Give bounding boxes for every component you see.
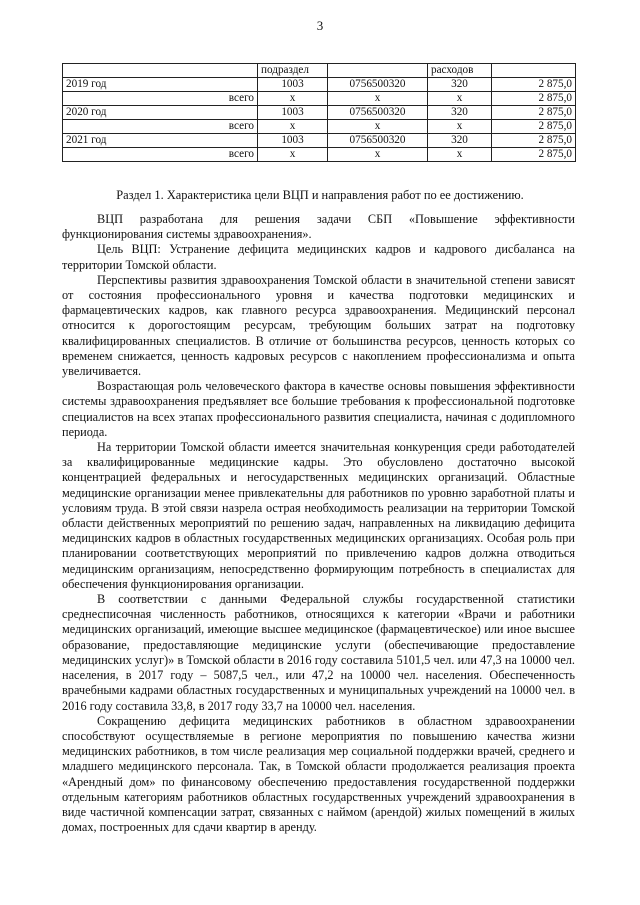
table-row: [63, 92, 576, 106]
table-cell: х: [258, 148, 328, 162]
table-cell: [492, 64, 576, 78]
table-row: [63, 106, 576, 120]
paragraph: Сокращению дефицита медицинских работников в областном здравоохранении способствуют осуществляемые в регионе мероприятия по повышению качества жизни медицинских работников, в том числе реализация мер социальной поддержки врачей, среднего и младшего медицинского персонала. Так, в Томской области продолжается реализация проекта «Арендный дом» по финансовому обеспечению предоставления государственной поддержки отдельным категориям работников областных государственных учреждений здравоохранения в виде частичной компенсации затрат, связанных с наймом (арендой) жилых помещений в жилых домах, построенных для сдачи квартир в аренду.: [62, 713, 575, 835]
table-cell: х: [328, 148, 428, 162]
table-cell: 320: [428, 78, 492, 92]
table-cell: 2 875,0: [492, 120, 576, 134]
section-title: Раздел 1. Характеристика цели ВЦП и направления работ по ее достижению.: [116, 188, 524, 202]
table-cell: 2019 год: [63, 78, 258, 92]
table-cell: 0756500320: [328, 78, 428, 92]
table-cell: [328, 64, 428, 78]
table-cell: х: [428, 120, 492, 134]
table-cell: 2 875,0: [492, 78, 576, 92]
table-cell: х: [428, 92, 492, 106]
table-row: [63, 78, 576, 92]
table-cell: 0756500320: [328, 134, 428, 148]
table-cell: х: [328, 120, 428, 134]
table-cell: 320: [428, 106, 492, 120]
paragraph: На территории Томской области имеется значительная конкуренция среди работодателей за квалифицированные медицинские кадры. Это обусловлено достаточно высокой концентрацией федеральных и негосударственных медицинских организаций. Областные медицинские организации менее привлекательны для работников по уровню заработной платы и условиям труда. В этой связи назрела острая необходимость реализации на территории Томской области действенных мероприятий по решению задач, направленных на ликвидацию дефицита медицинских кадров в областных государственных медицинских организациях. Особая роль при планировании соответствующих мероприятий по привлечению кадров должна отводиться медицинским организациям, непосредственно формирующим потребность в специалистах для обеспечения функционирования организации.: [62, 440, 575, 591]
table-cell: 1003: [258, 78, 328, 92]
paragraph: В соответствии с данными Федеральной службы государственной статистики среднесписочная численность работников, относящихся к категории «Врачи и работники медицинских организаций, имеющие высшее медицинское (фармацевтическое) или иное высшее образование, предоставляющие медицинские услуги (обеспечивающие предоставление медицинских услуг)» в Томской области в 2016 году составила 5101,5 чел. или 47,3 на 10000 чел. населения, в 2017 году – 5087,5 чел., или 47,2 на 10000 чел. населения. Обеспеченность врачебными кадрами областных государственных и муниципальных учреждений на 10000 чел. в 2016 году составила 33,8, в 2017 году 33,7 на 10000 чел. населения.: [62, 592, 575, 713]
table-row: [63, 148, 576, 162]
table-cell: х: [428, 148, 492, 162]
table-cell: 2 875,0: [492, 106, 576, 120]
table-cell: 1003: [258, 106, 328, 120]
table-cell: всего: [63, 92, 258, 106]
table-cell: 0756500320: [328, 106, 428, 120]
table-row: [63, 120, 576, 134]
table-cell: 2 875,0: [492, 134, 576, 148]
table-cell: 2021 год: [63, 134, 258, 148]
table-cell: 1003: [258, 134, 328, 148]
table-cell: х: [258, 120, 328, 134]
paragraph: Цель ВЦП: Устранение дефицита медицинских кадров и кадрового дисбаланса на территории Томской области.: [62, 242, 575, 272]
table-cell: расходов: [428, 64, 492, 78]
table-cell: 2 875,0: [492, 148, 576, 162]
table-row: [63, 134, 576, 148]
budget-table: [62, 63, 576, 162]
table-cell: х: [328, 92, 428, 106]
table-cell: [63, 64, 258, 78]
body-text: [62, 212, 575, 835]
paragraph: Перспективы развития здравоохранения Томской области в значительной степени зависят от состояния профессионального уровня и качества подготовки медицинских и фармацевтических кадров, как главного ресурса здравоохранения. Медицинский персонал относится к дорогостоящим ресурсам, требующим больших затрат на подготовку квалифицированных специалистов. В отличие от большинства ресурсов, ценность которых со временем снижается, ценность кадровых ресурсов с накоплением профессионализма и опыта увеличивается.: [62, 272, 575, 379]
table-header-row: [63, 64, 576, 78]
paragraph: ВЦП разработана для решения задачи СБП «Повышение эффективности функционирования системы здравоохранения».: [62, 212, 575, 242]
table-cell: всего: [63, 120, 258, 134]
table-cell: подраздел: [258, 64, 328, 78]
table-cell: всего: [63, 148, 258, 162]
table-cell: 2020 год: [63, 106, 258, 120]
table-cell: 320: [428, 134, 492, 148]
page-number: 3: [316, 18, 324, 33]
table-cell: 2 875,0: [492, 92, 576, 106]
table-cell: х: [258, 92, 328, 106]
paragraph: Возрастающая роль человеческого фактора в качестве основы повышения эффективности системы здравоохранения предъявляет все большие требования к профессиональной подготовке специалистов на всех этапах профессионального развития специалиста, начиная с додипломного периода.: [62, 379, 575, 439]
